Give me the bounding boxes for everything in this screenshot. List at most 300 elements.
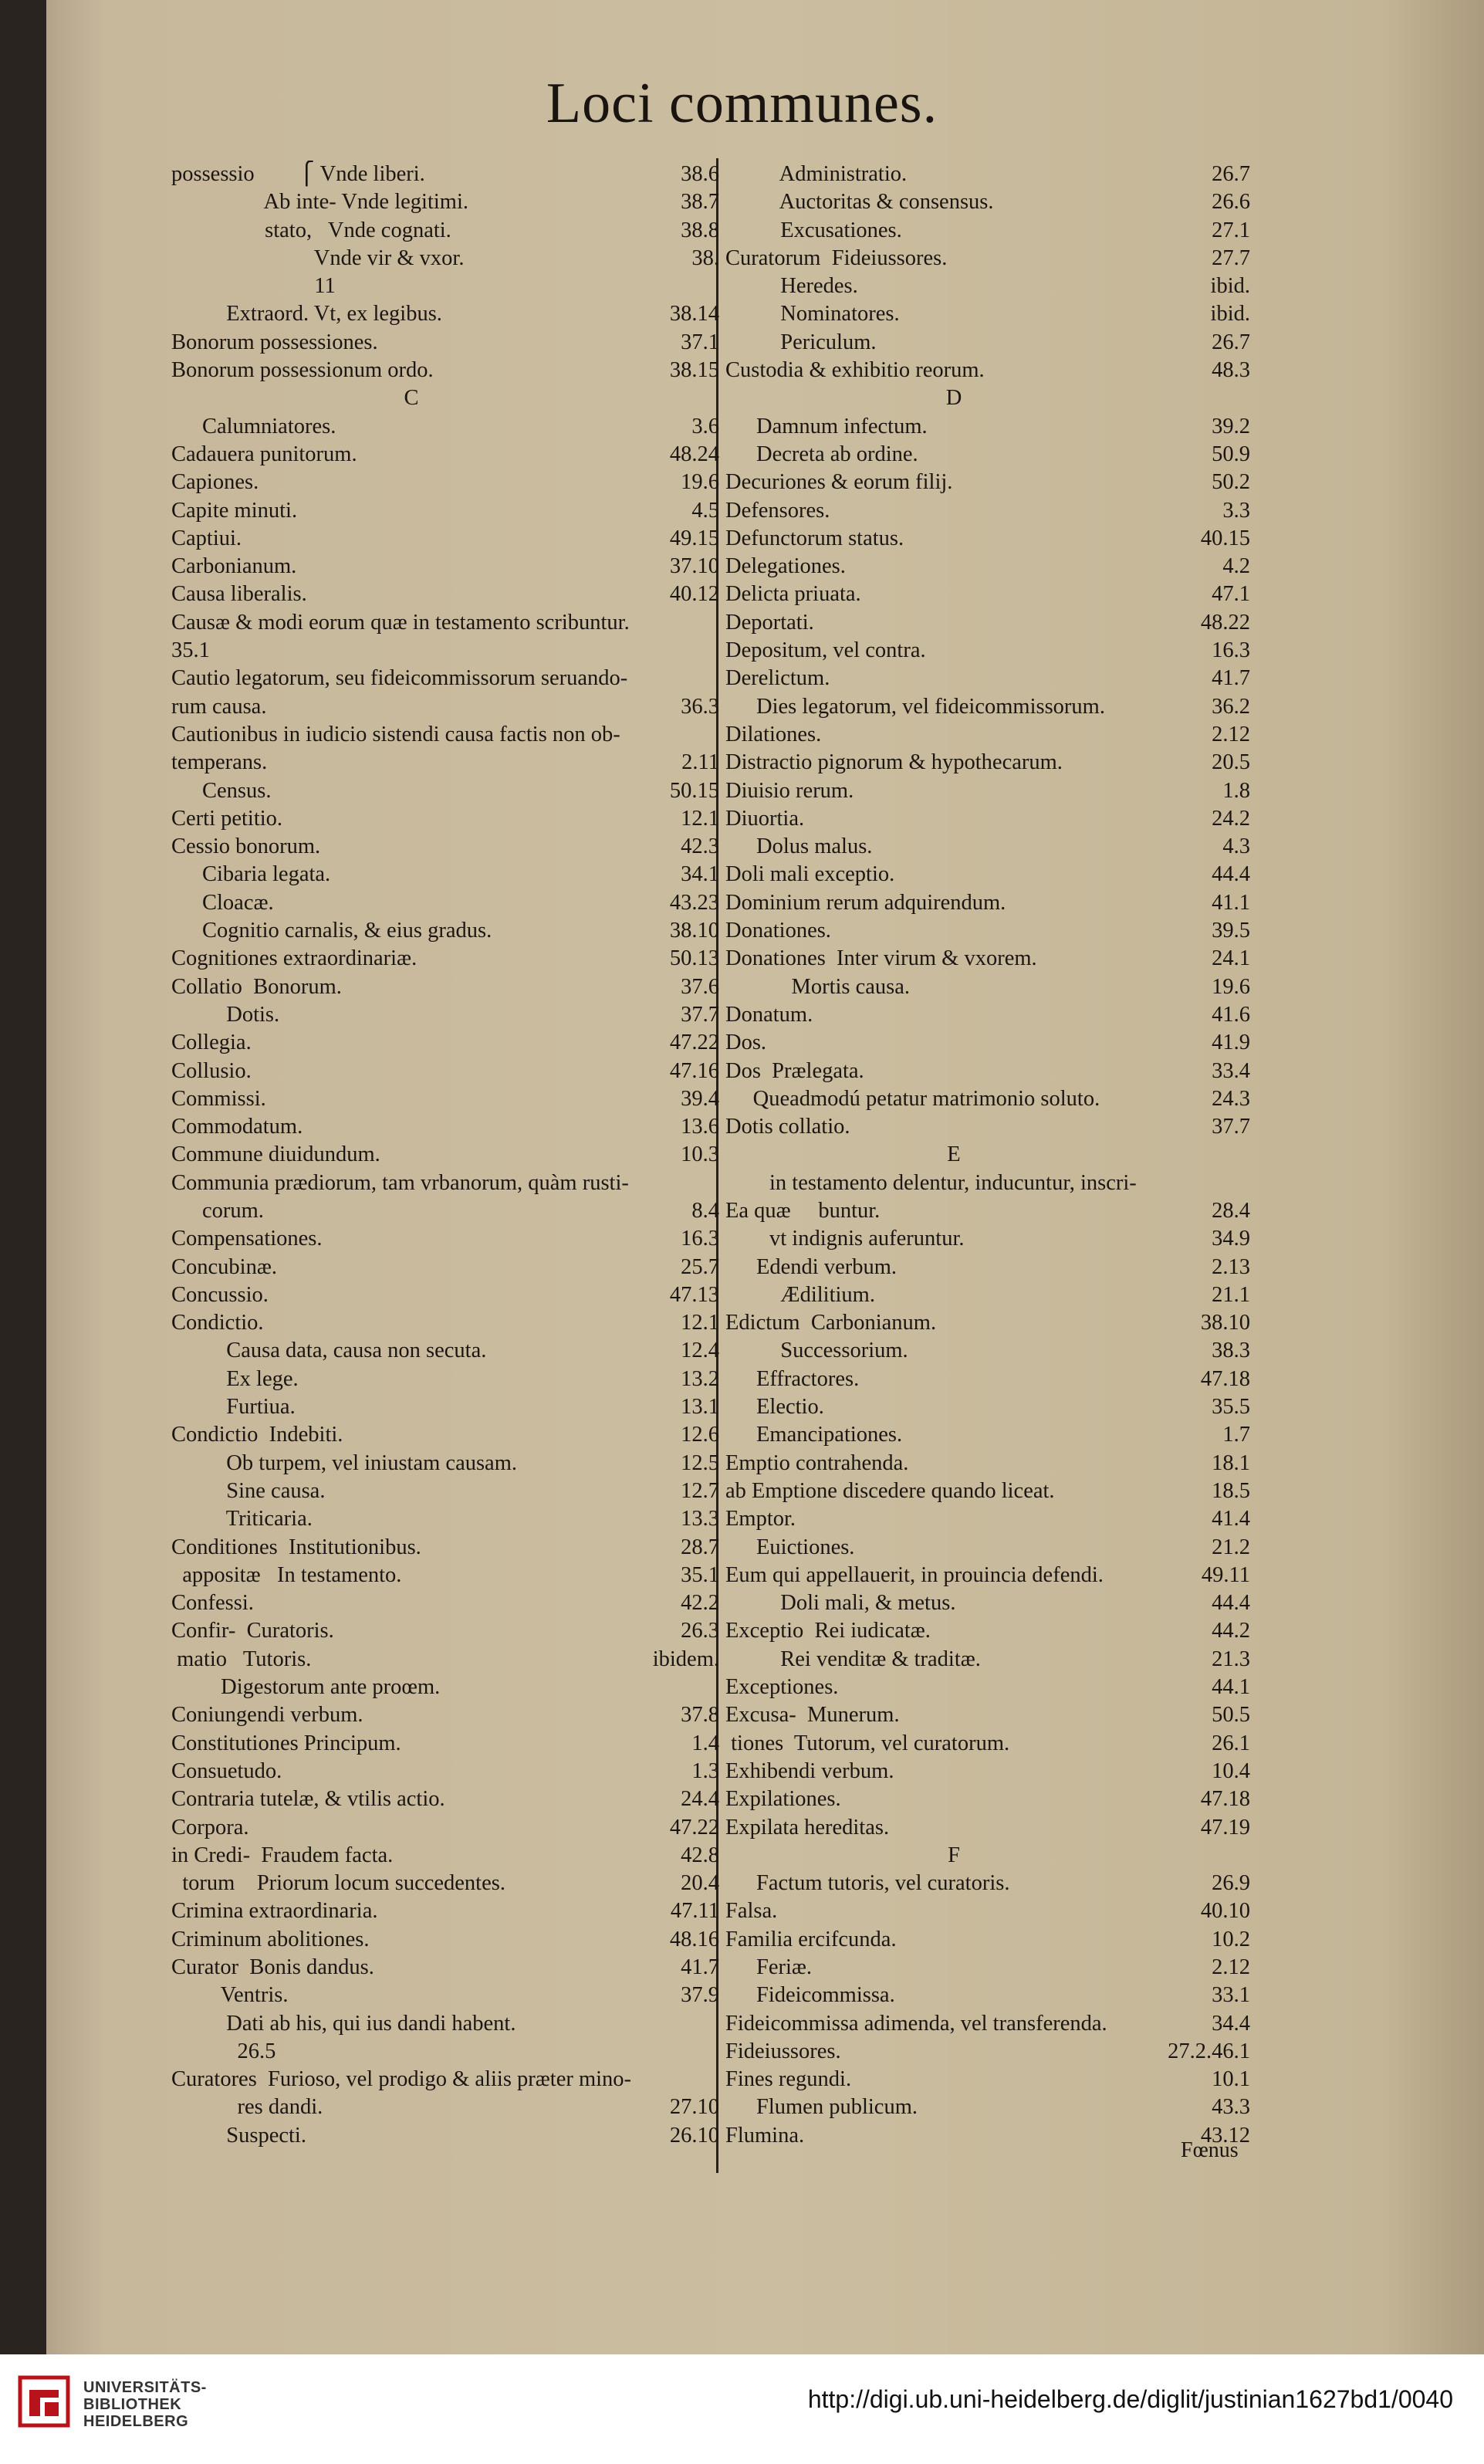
index-entry — [171, 1562, 719, 1589]
entry-text: Mortis causa. — [725, 974, 911, 999]
index-entry — [725, 329, 1250, 357]
entry-reference: 24.3 — [1212, 1086, 1250, 1111]
index-entry — [171, 1758, 719, 1785]
entry-reference: 34.9 — [1212, 1227, 1250, 1251]
entry-reference: 2.12 — [1212, 722, 1250, 746]
entry-reference: 20.5 — [1212, 750, 1250, 775]
index-entry — [171, 413, 719, 441]
entry-reference: 47.22 — [669, 1815, 719, 1840]
index-entry — [171, 272, 719, 300]
index-entry — [725, 413, 1250, 441]
entry-text: Expilata hereditas. — [725, 1815, 890, 1840]
entry-text: Crimina extraordinaria. — [171, 1899, 378, 1924]
entry-reference: 28.7 — [681, 1535, 719, 1559]
index-entry — [171, 553, 719, 580]
entry-reference: ibidem. — [652, 1647, 719, 1671]
entry-reference — [1182, 1141, 1250, 1169]
entry-text: corum. — [202, 1198, 264, 1223]
entry-reference: 20.4 — [681, 1871, 719, 1896]
entry-text: Cognitio carnalis, & eius gradus. — [202, 919, 492, 943]
entry-text: Dilationes. — [725, 722, 822, 746]
index-entry — [171, 1982, 719, 2009]
entry-text: Eum qui appellauerit, in prouincia defendi. — [725, 1562, 1104, 1587]
entry-text: Donationes. — [725, 919, 831, 943]
index-entry — [171, 861, 719, 888]
entry-text: F — [948, 1843, 960, 1867]
library-name — [83, 2379, 207, 2430]
entry-reference: 49.11 — [1201, 1562, 1250, 1587]
entry-reference: 39.4 — [681, 1086, 719, 1111]
entry-reference: 27.2.46.1 — [1168, 2039, 1250, 2063]
entry-text: Causa data, causa non secuta. — [171, 1339, 487, 1363]
index-entry — [171, 945, 719, 973]
entry-reference: 12.4 — [681, 1339, 719, 1363]
index-entry — [725, 777, 1250, 805]
entry-text: Concussio. — [171, 1282, 269, 1307]
entry-reference: 2.13 — [1212, 1254, 1250, 1279]
entry-reference: 10.3 — [681, 1142, 719, 1167]
entry-reference: 4.5 — [691, 498, 719, 523]
entry-reference: 21.2 — [1212, 1535, 1250, 1559]
index-entry — [725, 469, 1250, 496]
index-entry — [171, 1281, 719, 1309]
entry-reference: ibid. — [1210, 274, 1250, 299]
entry-text: Fines regundi. — [725, 2067, 852, 2092]
entry-reference: 47.19 — [1200, 1815, 1250, 1840]
entry-text: Cadauera punitorum. — [171, 442, 357, 466]
entry-text: Dolus malus. — [756, 834, 873, 859]
entry-text: Flumina. — [725, 2123, 805, 2148]
index-entry — [725, 1814, 1250, 1842]
index-entry — [725, 2122, 1250, 2150]
index-entry — [725, 580, 1250, 608]
entry-reference: 21.3 — [1212, 1647, 1250, 1671]
entry-text: Confir- Curatoris. — [171, 1619, 334, 1643]
entry-text: Heredes. — [725, 274, 858, 299]
entry-reference: 37.9 — [681, 1983, 719, 2008]
entry-reference: 47.22 — [669, 1031, 719, 1055]
library-name-line-1: UNIVERSITÄTS- — [83, 2379, 207, 2396]
index-entry — [725, 1730, 1250, 1758]
entry-text: Exceptio Rei iudicatæ. — [725, 1619, 931, 1643]
entry-text: Dos. — [725, 1031, 767, 1055]
entry-reference: 41.1 — [1212, 890, 1250, 915]
entry-reference: 24.2 — [1212, 806, 1250, 831]
entry-text: Cautionibus in iudicio sistendi causa factis non ob- — [171, 722, 620, 746]
left-index-column — [171, 161, 719, 2150]
entry-text: Condictio. — [171, 1311, 264, 1335]
entry-text: Exceptiones. — [725, 1675, 839, 1700]
entry-reference: 4.2 — [1222, 554, 1250, 579]
entry-reference: 3.3 — [1222, 498, 1250, 523]
index-entry — [171, 1337, 719, 1365]
entry-reference: 37.7 — [1212, 1115, 1250, 1139]
entry-reference: 41.9 — [1212, 1031, 1250, 1055]
index-entry — [725, 1954, 1250, 1982]
entry-reference: 26.7 — [1212, 330, 1250, 354]
entry-text: Census. — [202, 778, 272, 803]
entry-text: Condictio Indebiti. — [171, 1423, 343, 1447]
entry-text: Criminum abolitiones. — [171, 1927, 370, 1951]
entry-reference: 3.6 — [691, 414, 719, 438]
entry-reference: 28.4 — [1212, 1198, 1250, 1223]
entry-text: Triticaria. — [171, 1507, 313, 1532]
index-entry — [171, 637, 719, 665]
entry-reference: 26.6 — [1212, 190, 1250, 215]
entry-text: Certi petitio. — [171, 806, 283, 831]
entry-text: Capiones. — [171, 470, 259, 495]
index-entry — [725, 217, 1250, 245]
entry-reference: 42.3 — [681, 834, 719, 859]
index-entry — [725, 1337, 1250, 1365]
index-entry — [725, 553, 1250, 580]
entry-reference — [651, 1674, 719, 1701]
entry-reference: 44.2 — [1212, 1619, 1250, 1643]
index-entry — [171, 1926, 719, 1954]
entry-text: Coniungendi verbum. — [171, 1703, 363, 1728]
index-entry — [725, 1701, 1250, 1729]
index-entry — [171, 805, 719, 833]
entry-reference — [1182, 384, 1250, 412]
index-entry — [725, 1058, 1250, 1085]
entry-text: Bonorum possessiones. — [171, 330, 378, 354]
entry-reference: 10.4 — [1212, 1758, 1250, 1783]
entry-reference: 44.1 — [1212, 1675, 1250, 1700]
entry-reference: 33.4 — [1212, 1058, 1250, 1083]
index-entry — [171, 1589, 719, 1617]
index-entry — [171, 217, 719, 245]
entry-text: Nominatores. — [725, 302, 900, 327]
index-entry — [725, 300, 1250, 328]
index-entry — [725, 665, 1250, 692]
entry-reference: 43.12 — [1200, 2123, 1250, 2148]
entry-text: torum Priorum locum succedentes. — [171, 1871, 505, 1896]
entry-text: Vnde vir & vxor. — [171, 245, 465, 270]
entry-reference: 12.7 — [681, 1478, 719, 1503]
entry-reference: ibid. — [1210, 302, 1250, 327]
entry-text: Feriæ. — [756, 1955, 813, 1979]
entry-reference: 38.8 — [681, 218, 719, 242]
entry-text: Donationes Inter virum & vxorem. — [725, 946, 1037, 971]
entry-reference: 49.15 — [669, 526, 719, 550]
entry-reference: 2.11 — [681, 750, 719, 775]
entry-text: Diuisio rerum. — [725, 778, 854, 803]
entry-reference: 34.1 — [681, 862, 719, 887]
index-entry — [171, 721, 719, 749]
entry-reference: 2.12 — [1212, 1955, 1250, 1979]
entry-reference: 26.10 — [669, 2123, 719, 2148]
entry-text: Delicta priuata. — [725, 582, 861, 607]
entry-reference: 38.10 — [669, 919, 719, 943]
index-entry — [725, 2010, 1250, 2038]
entry-text: Consuetudo. — [171, 1758, 282, 1783]
index-entry — [171, 973, 719, 1001]
entry-reference — [651, 609, 719, 637]
catchword: Fœnus — [1181, 2138, 1239, 2162]
entry-reference: 18.5 — [1212, 1478, 1250, 1503]
entry-reference: 25.7 — [681, 1254, 719, 1279]
index-entry — [725, 441, 1250, 469]
entry-text: Rei venditæ & traditæ. — [725, 1647, 981, 1671]
index-entry — [171, 441, 719, 469]
entry-reference: 39.2 — [1212, 414, 1250, 438]
entry-text: Excusa- Munerum. — [725, 1703, 900, 1728]
entry-text: Doli mali, & metus. — [725, 1591, 956, 1616]
entry-text: Emptio contrahenda. — [725, 1450, 909, 1475]
entry-text: Donatum. — [725, 1002, 813, 1027]
index-entry — [171, 833, 719, 861]
entry-text: rum causa. — [171, 694, 267, 719]
index-entry — [725, 1113, 1250, 1141]
entry-text: Emptor. — [725, 1507, 796, 1532]
entry-text: Distractio pignorum & hypothecarum. — [725, 750, 1063, 775]
entry-text: Captiui. — [171, 526, 242, 550]
entry-text: Commodatum. — [171, 1115, 303, 1139]
index-entry — [171, 580, 719, 608]
entry-text: Bonorum possessionum ordo. — [171, 358, 434, 383]
entry-text: in testamento delentur, inducuntur, inscri- — [725, 1170, 1137, 1195]
index-entry — [725, 1758, 1250, 1785]
entry-text: Causæ & modi eorum quæ in testamento scribuntur. — [171, 610, 630, 635]
entry-reference: 18.1 — [1212, 1450, 1250, 1475]
entry-reference: 27.1 — [1212, 218, 1250, 242]
entry-reference: 1.7 — [1222, 1423, 1250, 1447]
entry-text: Curatorum Fideiussores. — [725, 245, 948, 270]
entry-reference: 42.8 — [681, 1843, 719, 1867]
entry-reference: 41.6 — [1212, 1002, 1250, 1027]
entry-reference: 4.3 — [1222, 834, 1250, 859]
entry-reference: 47.18 — [1200, 1366, 1250, 1391]
entry-reference: 16.3 — [681, 1227, 719, 1251]
entry-reference: 12.1 — [681, 1311, 719, 1335]
entry-text: Corpora. — [171, 1815, 249, 1840]
entry-text: C — [404, 386, 419, 411]
entry-text: Cognitiones extraordinariæ. — [171, 946, 417, 971]
entry-reference: 38.6 — [681, 162, 719, 186]
index-entry — [725, 1450, 1250, 1477]
entry-text: Emancipationes. — [756, 1423, 903, 1447]
entry-text: matio Tutoris. — [171, 1647, 312, 1671]
entry-text: Diuortia. — [725, 806, 805, 831]
entry-text: Extraord. Vt, ex legibus. — [171, 302, 442, 327]
entry-reference: 12.6 — [681, 1423, 719, 1447]
entry-reference — [651, 721, 719, 749]
index-entry — [725, 1281, 1250, 1309]
entry-reference: 38. — [691, 245, 719, 270]
index-entry — [725, 1309, 1250, 1337]
entry-text: Dotis collatio. — [725, 1115, 850, 1139]
entry-text: Dotis. — [171, 1002, 280, 1027]
index-entry — [725, 1366, 1250, 1393]
index-entry — [171, 889, 719, 917]
entry-reference: 47.1 — [1212, 582, 1250, 607]
entry-reference: 37.10 — [669, 554, 719, 579]
entry-reference: 38.10 — [1200, 1311, 1250, 1335]
index-entry — [171, 1730, 719, 1758]
index-entry — [171, 2066, 719, 2093]
entry-reference: 40.12 — [669, 582, 719, 607]
section-letter — [725, 1141, 1250, 1169]
index-entry — [171, 1254, 719, 1281]
entry-reference: 21.1 — [1212, 1282, 1250, 1307]
index-entry — [725, 1085, 1250, 1113]
entry-text: Capite minuti. — [171, 498, 298, 523]
section-letter — [725, 1842, 1250, 1870]
entry-text: Depositum, vel contra. — [725, 638, 926, 663]
entry-reference: 26.7 — [1212, 162, 1250, 186]
entry-reference: 40.15 — [1200, 526, 1250, 550]
index-entry — [171, 777, 719, 805]
entry-reference: 24.4 — [681, 1787, 719, 1812]
entry-reference: 19.6 — [681, 470, 719, 495]
entry-text: Curatores Furioso, vel prodigo & aliis præter mino- — [171, 2067, 632, 2092]
index-entry — [171, 1309, 719, 1337]
entry-text: Edendi verbum. — [756, 1254, 897, 1279]
entry-text: Damnum infectum. — [756, 414, 928, 438]
library-name-line-3: HEIDELBERG — [83, 2413, 189, 2430]
entry-reference: 38.14 — [669, 302, 719, 327]
entry-reference — [651, 384, 719, 412]
source-url[interactable]: http://digi.ub.uni-heidelberg.de/diglit/justinian1627bd1/0040 — [807, 2385, 1453, 2413]
index-entry — [171, 1169, 719, 1197]
right-index-column — [725, 161, 1250, 2150]
entry-text: Effractores. — [756, 1366, 860, 1391]
index-entry — [171, 749, 719, 777]
entry-reference — [651, 1169, 719, 1197]
index-entry — [171, 525, 719, 553]
entry-reference: 13.6 — [681, 1115, 719, 1139]
index-entry — [725, 1393, 1250, 1421]
index-entry — [725, 917, 1250, 945]
entry-text: Excusationes. — [725, 218, 902, 242]
index-entry — [725, 1254, 1250, 1281]
entry-text: Decuriones & eorum filij. — [725, 470, 953, 495]
section-letter — [171, 384, 719, 412]
index-entry — [171, 469, 719, 496]
entry-reference: 42.2 — [681, 1591, 719, 1616]
entry-reference: 1.3 — [691, 1758, 719, 1783]
index-entry — [725, 1534, 1250, 1562]
index-entry — [725, 1646, 1250, 1674]
index-entry — [171, 357, 719, 384]
library-name-line-2: BIBLIOTHEK — [83, 2396, 182, 2413]
entry-reference: 50.5 — [1212, 1703, 1250, 1728]
index-entry — [725, 161, 1250, 188]
entry-text: stato, Vnde cognati. — [171, 218, 451, 242]
entry-text: Defunctorum status. — [725, 526, 904, 550]
entry-reference: 47.11 — [670, 1899, 719, 1924]
index-entry — [725, 188, 1250, 216]
index-entry — [171, 1701, 719, 1729]
entry-text: Dies legatorum, vel fideicommissorum. — [756, 694, 1105, 719]
entry-text: Communia prædiorum, tam vrbanorum, quàm rusti- — [171, 1170, 629, 1195]
index-entry — [725, 1982, 1250, 2009]
index-entry — [171, 1617, 719, 1645]
entry-text: Edictum Carbonianum. — [725, 1311, 937, 1335]
page-title: Loci communes. — [546, 72, 938, 135]
entry-text: Derelictum. — [725, 666, 830, 691]
entry-text: Causa liberalis. — [171, 582, 307, 607]
index-entry — [725, 1225, 1250, 1253]
index-entry — [725, 1785, 1250, 1813]
entry-text: temperans. — [171, 750, 268, 775]
index-entry — [725, 525, 1250, 553]
entry-reference: 16.3 — [1212, 638, 1250, 663]
entry-reference: 35.5 — [1212, 1395, 1250, 1420]
entry-reference: 44.4 — [1212, 862, 1250, 887]
entry-text: Administratio. — [725, 162, 908, 186]
entry-reference: 50.13 — [669, 946, 719, 971]
index-entry — [171, 1058, 719, 1085]
index-entry — [171, 1954, 719, 1982]
entry-reference: 13.3 — [681, 1507, 719, 1532]
entry-text: Deportati. — [725, 610, 814, 635]
entry-reference: 48.22 — [1200, 610, 1250, 635]
entry-text: Queadmodú petatur matrimonio soluto. — [725, 1086, 1100, 1111]
entry-reference — [1182, 1842, 1250, 1870]
index-entry — [725, 1674, 1250, 1701]
index-entry — [725, 1870, 1250, 1897]
entry-reference: 41.7 — [1212, 666, 1250, 691]
entry-reference: 26.1 — [1212, 1731, 1250, 1755]
entry-text: Fideicommissa. — [756, 1983, 895, 2008]
entry-text: Auctoritas & consensus. — [725, 190, 994, 215]
index-entry — [171, 188, 719, 216]
entry-text: Furtiua. — [171, 1395, 296, 1420]
entry-reference: 48.3 — [1212, 358, 1250, 383]
entry-text: res dandi. — [171, 2095, 323, 2120]
entry-reference: 35.1 — [681, 1562, 719, 1587]
index-entry — [171, 2093, 719, 2121]
index-entry — [725, 1197, 1250, 1225]
index-entry — [171, 917, 719, 945]
index-entry — [171, 1505, 719, 1533]
entry-reference: 24.1 — [1212, 946, 1250, 971]
entry-text: Cloacæ. — [202, 890, 274, 915]
index-entry — [171, 693, 719, 721]
index-entry — [171, 1085, 719, 1113]
entry-reference: 8.4 — [691, 1198, 719, 1223]
index-entry — [725, 721, 1250, 749]
entry-text: Calumniatores. — [202, 414, 336, 438]
entry-reference: 27.10 — [669, 2095, 719, 2120]
index-entry — [725, 1421, 1250, 1449]
index-entry — [171, 300, 719, 328]
entry-text: Decreta ab ordine. — [756, 442, 918, 466]
entry-text: Fideicommissa adimenda, vel transferenda. — [725, 2011, 1107, 2036]
index-entry — [171, 1785, 719, 1813]
entry-text: Ab inte- Vnde legitimi. — [171, 190, 468, 215]
entry-reference: 38.3 — [1212, 1339, 1250, 1363]
index-entry — [725, 1897, 1250, 1925]
index-entry — [171, 1197, 719, 1225]
entry-text: Custodia & exhibitio reorum. — [725, 358, 985, 383]
entry-text: Cibaria legata. — [202, 862, 331, 887]
index-entry — [171, 1646, 719, 1674]
entry-reference: 43.3 — [1212, 2095, 1250, 2120]
index-entry — [725, 889, 1250, 917]
entry-reference: 47.16 — [669, 1058, 719, 1083]
entry-text: Commissi. — [171, 1086, 266, 1111]
entry-reference: 41.7 — [681, 1955, 719, 1979]
index-entry — [725, 1562, 1250, 1589]
entry-text: Concubinæ. — [171, 1254, 277, 1279]
entry-text: Expilationes. — [725, 1787, 841, 1812]
entry-text: Commune diuidundum. — [171, 1142, 380, 1167]
index-entry — [725, 805, 1250, 833]
entry-text: Falsa. — [725, 1899, 778, 1924]
entry-text: Dominium rerum adquirendum. — [725, 890, 1006, 915]
